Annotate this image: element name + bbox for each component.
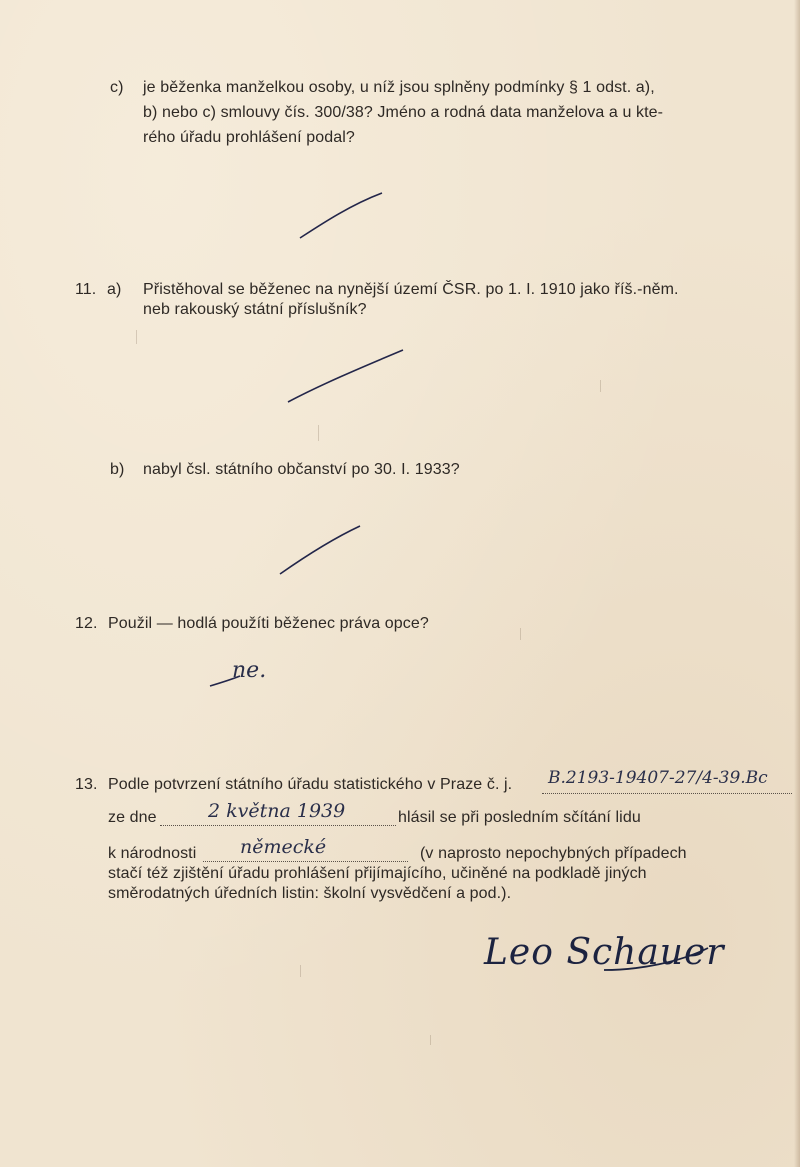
- date-handwritten: 2 května 1939: [208, 800, 346, 822]
- q12-number: 12.: [75, 615, 98, 632]
- q11a-label: a): [107, 281, 122, 298]
- q11a-line-2: neb rakouský státní příslušník?: [143, 301, 367, 318]
- q13-line-5: směrodatných úředních listin: školní vysvědčení a pod.).: [108, 885, 512, 902]
- q10c-label: c): [110, 79, 124, 96]
- signature-underline: [604, 948, 708, 970]
- q13-line-2-suffix: hlásil se při posledním sčítání lidu: [398, 809, 641, 826]
- dash-mark-q11b: [280, 526, 360, 574]
- signature: Leo Schauer: [484, 932, 725, 973]
- q11b-label: b): [110, 461, 125, 478]
- q13-line-4: stačí též zjištění úřadu prohlášení přijímajícího, učiněné na podkladě jiných: [108, 865, 647, 882]
- q13-line-2-prefix: ze dne: [108, 809, 157, 826]
- dash-mark-q10c: [300, 193, 382, 238]
- dash-mark-q11a: [288, 350, 403, 402]
- q10c-line-3: rého úřadu prohlášení podal?: [143, 129, 355, 146]
- q13-line-3-suffix: (v naprosto nepochybných případech: [420, 845, 687, 862]
- q11b-line-1: nabyl čsl. státního občanství po 30. I. 1933?: [143, 461, 460, 478]
- nationality-handwritten: německé: [240, 836, 327, 858]
- q10c-line-2: b) nebo c) smlouvy čís. 300/38? Jméno a rodná data manželova a u kte-: [143, 104, 664, 121]
- q13-line-1: Podle potvrzení státního úřadu statistického v Praze č. j.: [108, 776, 513, 793]
- ref-number-handwritten: B.2193-19407-27/4-39.Bc: [548, 768, 768, 788]
- q12-question: Použil — hodlá použíti běženec práva opce?: [108, 615, 429, 632]
- q12-answer: ne.: [232, 658, 267, 683]
- q11a-line-1: Přistěhoval se běženec na nynější území ČSR. po 1. I. 1910 jako říš.-něm.: [143, 281, 679, 298]
- q11-number: 11.: [75, 281, 97, 298]
- q13-line-3-prefix: k národnosti: [108, 845, 197, 862]
- dash-mark-q12-lead: [210, 676, 240, 686]
- q13-number: 13.: [75, 776, 98, 793]
- q10c-line-1: je běženka manželkou osoby, u níž jsou splněny podmínky § 1 odst. a),: [143, 79, 655, 96]
